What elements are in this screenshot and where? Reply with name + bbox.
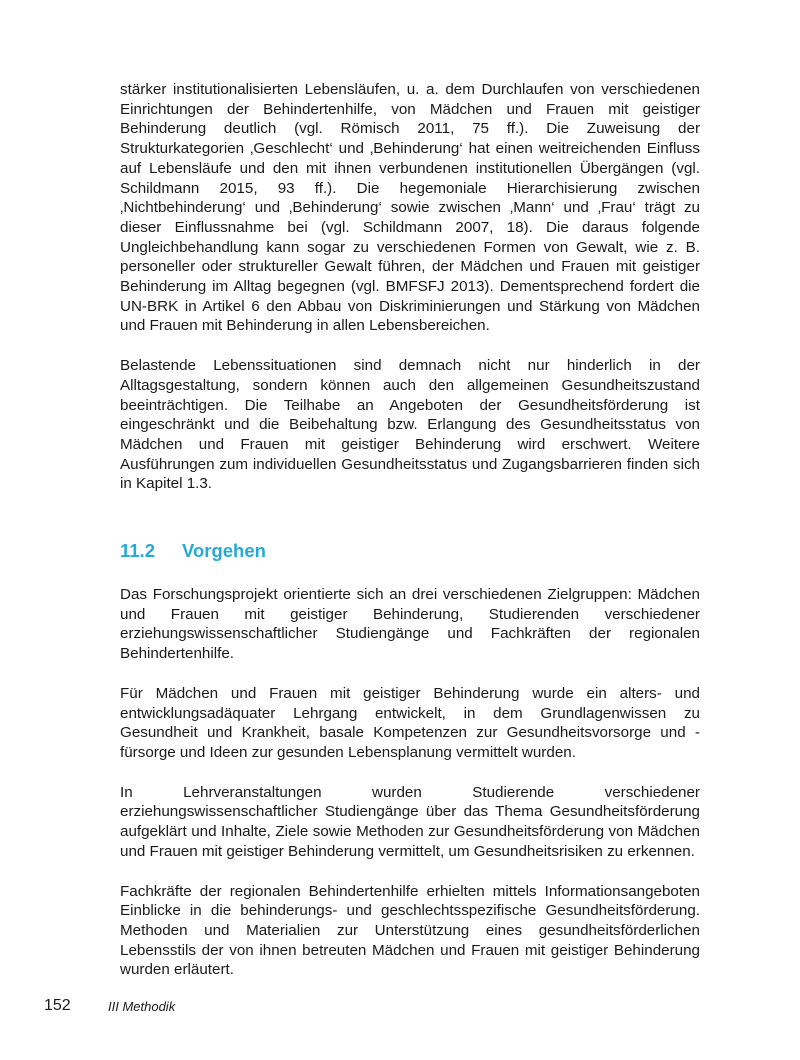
page-number: 152 xyxy=(44,997,71,1014)
body-paragraph: Fachkräfte der regionalen Behindertenhilfe erhielten mittels Informationsangeboten Einblicke in die behinderungs- und geschlechtsspezifische Gesundheitsförderung. Methoden und Materialien zur Unterstützung eines gesundheitsförderlichen Lebensstils der von ihnen betreuten Mädchen und Frauen mit geistiger Behinderung wurden erläutert. xyxy=(120,882,700,979)
section-title: Vorgehen xyxy=(182,540,266,562)
body-paragraph: Für Mädchen und Frauen mit geistiger Behinderung wurde ein alters- und entwicklungsadäquater Lehrgang entwickelt, in dem Grundlagenwissen zu Gesundheit und Krankheit, basale Kompetenzen zur Gesundheitsvorsorge und -fürsorge und Ideen zur gesunden Lebensplanung vermittelt wurden. xyxy=(120,684,700,761)
body-paragraph: In Lehrveranstaltungen wurden Studierende verschiedener erziehungswissenschaftlicher Studiengänge über das Thema Gesundheitsförderung aufgeklärt und Inhalte, Ziele sowie Methoden zur Gesundheitsförderung von Mädchen und Frauen mit geistiger Behinderung vermittelt, um Gesundheitsrisiken zu erkennen. xyxy=(120,783,700,860)
section-number: 11.2 xyxy=(120,540,155,562)
page-footer xyxy=(0,996,800,1018)
page-content xyxy=(120,80,700,1000)
section-heading xyxy=(120,539,700,563)
body-paragraph: Das Forschungsprojekt orientierte sich an drei verschiedenen Zielgruppen: Mädchen und Frauen mit geistiger Behinderung, Studierenden verschiedener erziehungswissenschaftlicher Studiengänge und Fachkräften der regionalen Behindertenhilfe. xyxy=(120,586,700,663)
running-head: III Methodik xyxy=(108,999,176,1014)
body-paragraph: Belastende Lebenssituationen sind demnach nicht nur hinderlich in der Alltagsgestaltung, sondern können auch den allgemeinen Gesundheitszustand beeinträchtigen. Die Teilhabe an Angeboten der Gesundheitsförderung ist eingeschränkt und die Beibehaltung bzw. Erlangung des Gesundheitsstatus von Mädchen und Frauen mit geistiger Behinderung wird erschwert. Weitere Ausführungen zum individuellen Gesundheitsstatus und Zugangsbarrieren finden sich in Kapitel 1.3. xyxy=(120,357,700,493)
body-paragraph: stärker institutionalisierten Lebensläufen, u. a. dem Durchlaufen von verschiedenen Einrichtungen der Behindertenhilfe, von Mädchen und Frauen mit geistiger Behinderung deutlich (vgl. Römisch 2011, 75 ff.). Die Zuweisung der Strukturkategorien ‚Geschlecht‘ und ‚Behinderung‘ hat einen weitreichenden Einfluss auf Lebensläufe und den mit ihnen verbundenen institutionellen Übergängen (vgl. Schildmann 2015, 93 ff.). Die hegemoniale Hierarchisierung zwischen ‚Nichtbehinderung‘ und ‚Behinderung‘ sowie zwischen ‚Mann‘ und ‚Frau‘ trägt zu dieser Einflussnahme bei (vgl. Schildmann 2007, 18). Die daraus folgende Ungleichbehandlung kann sogar zu verschiedenen Formen von Gewalt, wie z. B. personeller oder struktureller Gewalt führen, der Mädchen und Frauen mit geistiger Behinderung im Alltag begegnen (vgl. BMFSFJ 2013). Dementsprechend fordert die UN-BRK in Artikel 6 den Abbau von Diskriminierungen und Stärkung von Mädchen und Frauen mit Behinderung in allen Lebensbereichen. xyxy=(120,81,700,335)
